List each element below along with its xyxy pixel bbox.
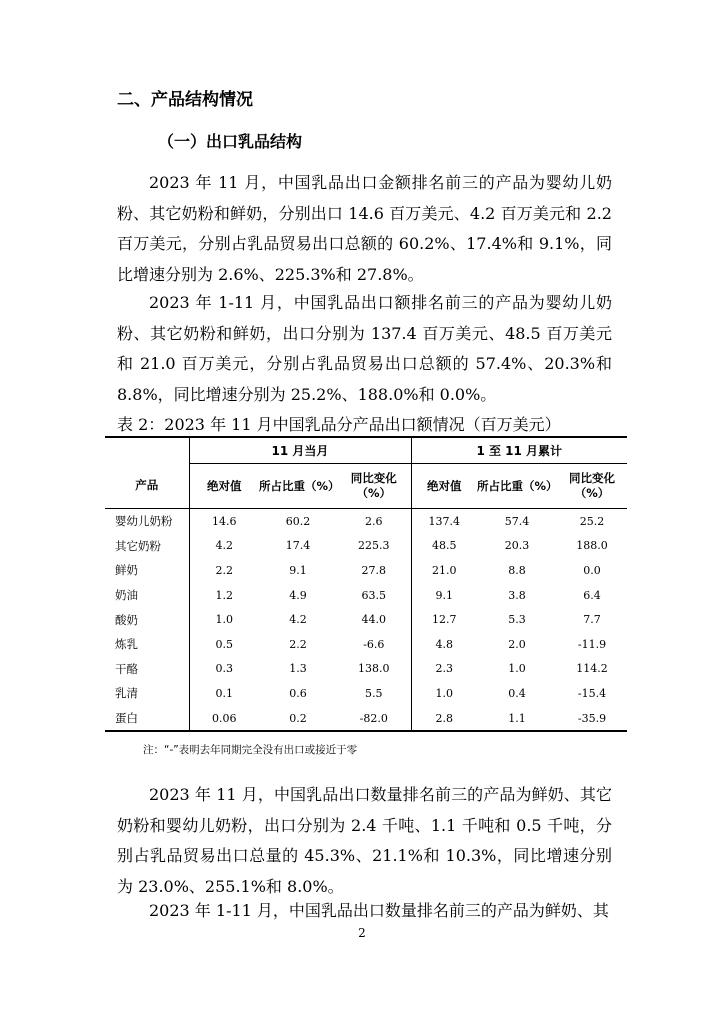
paragraph-1: 2023 年 11 月，中国乳品出口金额排名前三的产品为婴幼儿奶粉、其它奶粉和鲜奶，分别出口 14.6 百万美元、4.2 百万美元和 2.2 百万美元，分别占乳品贸易出口总额的 60.2%、17.4%和 9.1%，同比增速分别为 2.6%、225.3%和 27.8%。 — [117, 173, 612, 285]
header-product: 产品 — [105, 464, 189, 509]
cell-product: 奶油 — [115, 588, 138, 603]
table-row — [105, 681, 627, 706]
paragraph-4: 2023 年 1-11 月，中国乳品出口数量排名前三的产品为鲜奶、其 — [149, 901, 609, 920]
cell-value: 0.5 — [189, 632, 259, 657]
header-monthly-yoy: 同比变化（%） — [337, 464, 411, 509]
cell-value: 21.0 — [411, 558, 477, 583]
cell-value: 225.3 — [358, 539, 390, 553]
table-row — [105, 632, 627, 657]
cell-product: 鲜奶 — [115, 563, 138, 578]
cell-value: -11.9 — [577, 637, 607, 651]
cell-product: 蛋白 — [105, 706, 189, 732]
cell-value: 60.2 — [285, 514, 311, 528]
cell-value: 114.2 — [576, 662, 608, 676]
cell-value: 0.0 — [583, 563, 601, 577]
cell-product: 炼乳 — [115, 637, 138, 652]
cell-product: 干酪 — [115, 661, 138, 676]
table-title: 表 2：2023 年 11 月中国乳品分产品出口额情况（百万美元） — [117, 415, 561, 434]
cell-value: 17.4 — [285, 539, 311, 553]
header-cumulative-yoy: 同比变化（%） — [557, 464, 627, 509]
cell-value: 6.4 — [583, 588, 601, 602]
cell-value: 5.3 — [508, 613, 526, 627]
cell-value: 12.7 — [411, 607, 477, 632]
cell-value: 0.1 — [189, 681, 259, 706]
cell-value: 2.6 — [365, 514, 383, 528]
cell-value: 4.2 — [289, 613, 307, 627]
cell-value: 3.8 — [508, 588, 526, 602]
paragraph-3: 2023 年 11 月，中国乳品出口数量排名前三的产品为鲜奶、其它奶粉和婴幼儿奶粉，出口分别为 2.4 千吨、1.1 千吨和 0.5 千吨，分别占乳品贸易出口总量的 45.3%、21.1%和 10.3%，同比增速分别为 23.0%、255.1%和 8.0%。 — [117, 785, 612, 897]
cell-value: 1.3 — [289, 662, 307, 676]
page-number: 2 — [358, 926, 366, 940]
header-cumulative: 1 至 11 月累计 — [411, 437, 627, 464]
cell-value: 2.3 — [411, 657, 477, 682]
cell-value: -15.4 — [577, 686, 607, 700]
cell-value: 0.4 — [508, 686, 526, 700]
cell-product: 酸奶 — [115, 612, 138, 627]
cell-value: 2.8 — [411, 706, 477, 732]
cell-value: 2.2 — [189, 558, 259, 583]
subsection-heading: （一）出口乳品结构 — [158, 132, 303, 151]
export-table — [105, 436, 627, 732]
table-row — [105, 558, 627, 583]
cell-value: 25.2 — [579, 514, 605, 528]
header-cumulative-absolute: 绝对值 — [411, 464, 477, 509]
cell-value: 8.8 — [508, 563, 526, 577]
cell-value: -82.0 — [337, 706, 411, 732]
header-cumulative-share: 所占比重（%） — [477, 464, 557, 509]
cell-value: 0.2 — [259, 706, 337, 732]
cell-value: -35.9 — [557, 706, 627, 732]
table-row — [105, 583, 627, 608]
table-group-header-row — [105, 437, 627, 464]
cell-value: -6.6 — [363, 637, 385, 651]
cell-value: 48.5 — [411, 534, 477, 559]
cell-product: 乳清 — [115, 686, 138, 701]
cell-value: 20.3 — [504, 539, 530, 553]
cell-value: 44.0 — [361, 613, 386, 627]
cell-value: 9.1 — [411, 583, 477, 608]
cell-value: 137.4 — [411, 509, 477, 534]
cell-value: 7.7 — [583, 613, 601, 627]
cell-value: 9.1 — [289, 563, 307, 577]
cell-value: 1.1 — [477, 706, 557, 732]
cell-product: 婴幼儿奶粉 — [115, 514, 173, 529]
cell-value: 63.5 — [361, 588, 386, 602]
cell-value: 14.6 — [189, 509, 259, 534]
cell-value: 0.06 — [189, 706, 259, 732]
cell-value: 1.0 — [411, 681, 477, 706]
cell-value: 57.4 — [504, 514, 530, 528]
table-row — [105, 534, 627, 559]
cell-value: 188.0 — [576, 539, 608, 553]
table-note: 注：“-”表明去年同期完全没有出口或接近于零 — [143, 744, 358, 756]
table-column-header-row — [105, 464, 627, 509]
cell-value: 4.9 — [289, 588, 307, 602]
cell-value: 138.0 — [358, 662, 390, 676]
section-heading: 二、产品结构情况 — [117, 90, 253, 110]
header-monthly: 11 月当月 — [189, 437, 411, 464]
cell-value: 5.5 — [365, 686, 383, 700]
cell-value: 2.2 — [289, 637, 307, 651]
table-header-blank — [105, 437, 189, 464]
cell-value: 1.2 — [189, 583, 259, 608]
paragraph-2: 2023 年 1-11 月，中国乳品出口额排名前三的产品为婴幼儿奶粉、其它奶粉和鲜奶，出口分别为 137.4 百万美元、48.5 百万美元和 21.0 百万美元，分别占乳品贸易出口总额的 57.4%、20.3%和 8.8%，同比增速分别为 25.2%、188.0%和 0.0%。 — [117, 293, 612, 405]
table-row — [105, 607, 627, 632]
cell-value: 1.0 — [508, 662, 526, 676]
cell-value: 4.8 — [411, 632, 477, 657]
cell-value: 0.6 — [289, 686, 307, 700]
cell-value: 2.0 — [508, 637, 526, 651]
cell-value: 1.0 — [189, 607, 259, 632]
header-monthly-share: 所占比重（%） — [259, 464, 337, 509]
table-row — [105, 706, 627, 732]
cell-value: 0.3 — [189, 657, 259, 682]
cell-product: 其它奶粉 — [115, 538, 161, 553]
cell-value: 27.8 — [361, 563, 386, 577]
table-row — [105, 657, 627, 682]
table-row — [105, 509, 627, 534]
cell-value: 4.2 — [189, 534, 259, 559]
header-monthly-absolute: 绝对值 — [189, 464, 259, 509]
